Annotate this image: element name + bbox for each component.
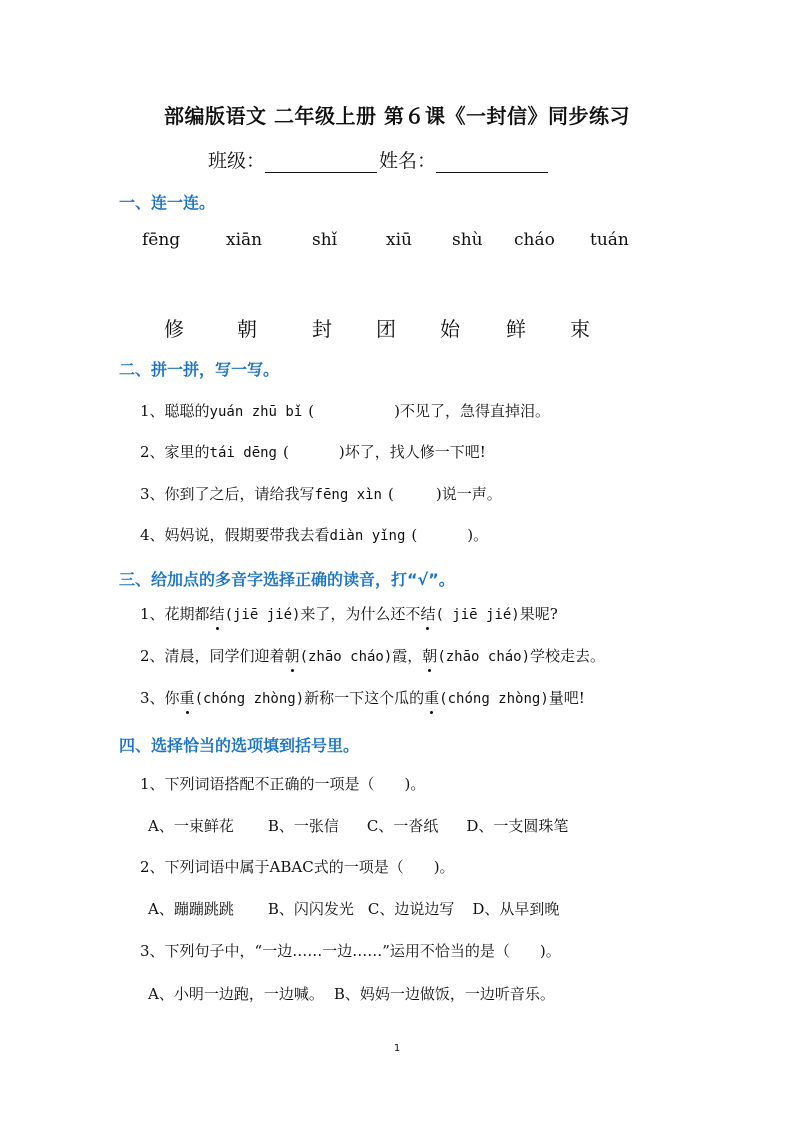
s4-question: 3、下列句子中，“一边……一边……”运用不恰当的是（ )。 (140, 942, 561, 960)
option[interactable]: B、闪闪发光 (267, 900, 354, 918)
pronunciation-choice[interactable]: ( jiē jié) (435, 607, 520, 623)
option[interactable]: A、一束鲜花 (148, 817, 234, 835)
dotted-char: 结 (420, 605, 436, 623)
s4-options (148, 983, 555, 1004)
option[interactable]: B、一张信 (267, 817, 339, 835)
class-label: 班级： (208, 150, 266, 172)
pronunciation-choice[interactable]: (chóng zhòng) (439, 691, 549, 707)
name-blank[interactable] (436, 152, 548, 173)
option[interactable]: A、小明一边跑，一边喊。 (148, 985, 324, 1003)
pinyin-item[interactable]: fēng (142, 230, 181, 250)
section-1-heading: 一、连一连。 (119, 193, 216, 212)
pinyin-item[interactable]: xiān (226, 230, 263, 250)
pinyin-item[interactable]: shǐ (312, 230, 338, 250)
s4-question: 1、下列词语搭配不正确的一项是（ )。 (140, 775, 426, 793)
s4-options (148, 815, 568, 836)
dotted-char: 重 (179, 689, 195, 707)
s2-item: 1、聪聪的yuán zhū bǐ ( )不见了，急得直掉泪。 (140, 402, 550, 420)
s2-item: 2、家里的tái dēng ( )坏了，找人修一下吧! (140, 443, 486, 461)
s3-item: 1、花期都结(jiē jié)来了，为什么还不结( jiē jié)果呢? (140, 605, 558, 623)
page-title: 部编版语文 二年级上册 第６课《一封信》同步练习 (164, 104, 630, 128)
s4-options (148, 898, 559, 919)
character-item[interactable]: 束 (570, 317, 590, 341)
s3-item: 3、你重(chóng zhòng)新称一下这个瓜的重(chóng zhòng)量吧! (140, 689, 585, 707)
section-4-heading: 四、选择恰当的选项填到括号里。 (119, 736, 360, 755)
dotted-char: 朝 (422, 647, 438, 665)
pronunciation-choice[interactable]: (jiē jié) (224, 607, 301, 623)
s2-item: 4、妈妈说，假期要带我去看diàn yǐng ( )。 (140, 526, 489, 544)
student-info (208, 146, 550, 173)
option[interactable]: D、一支圆珠笔 (466, 817, 569, 835)
pinyin-item[interactable]: shù (452, 230, 483, 250)
name-label: 姓名： (379, 150, 437, 172)
character-row (0, 313, 794, 343)
dotted-char: 重 (424, 689, 440, 707)
pinyin-item[interactable]: cháo (514, 230, 555, 250)
character-item[interactable]: 修 (164, 317, 184, 341)
character-item[interactable]: 鲜 (506, 317, 526, 341)
pronunciation-choice[interactable]: (chóng zhòng) (194, 691, 305, 707)
pinyin-row (0, 230, 794, 256)
pronunciation-choice[interactable]: (zhāo cháo) (437, 649, 531, 665)
pinyin-item[interactable]: tuán (590, 230, 629, 250)
pronunciation-choice[interactable]: (zhāo cháo) (299, 649, 393, 665)
s2-item: 3、你到了之后，请给我写fēng xìn ( )说一声。 (140, 485, 502, 503)
page-number: 1 (393, 1043, 401, 1054)
character-item[interactable]: 始 (440, 317, 460, 341)
option[interactable]: D、从早到晚 (472, 900, 560, 918)
section-2-heading: 二、拼一拼，写一写。 (119, 360, 280, 379)
option[interactable]: A、蹦蹦跳跳 (148, 900, 234, 918)
option[interactable]: C、边说边写 (367, 900, 455, 918)
pinyin-item[interactable]: xiū (386, 230, 412, 250)
option[interactable]: B、妈妈一边做饭，一边听音乐。 (333, 985, 555, 1003)
s4-question: 2、下列词语中属于ABAC式的一项是（ )。 (140, 858, 455, 876)
s3-item: 2、清晨，同学们迎着朝(zhāo cháo)霞，朝(zhāo cháo)学校走去。 (140, 647, 606, 665)
class-blank[interactable] (265, 152, 377, 173)
character-item[interactable]: 朝 (237, 317, 257, 341)
dotted-char: 朝 (284, 647, 300, 665)
dotted-char: 结 (209, 605, 225, 623)
character-item[interactable]: 团 (376, 317, 396, 341)
character-item[interactable]: 封 (312, 317, 332, 341)
option[interactable]: C、一沓纸 (366, 817, 439, 835)
section-3-heading: 三、给加点的多音字选择正确的读音，打“√”。 (119, 570, 455, 589)
